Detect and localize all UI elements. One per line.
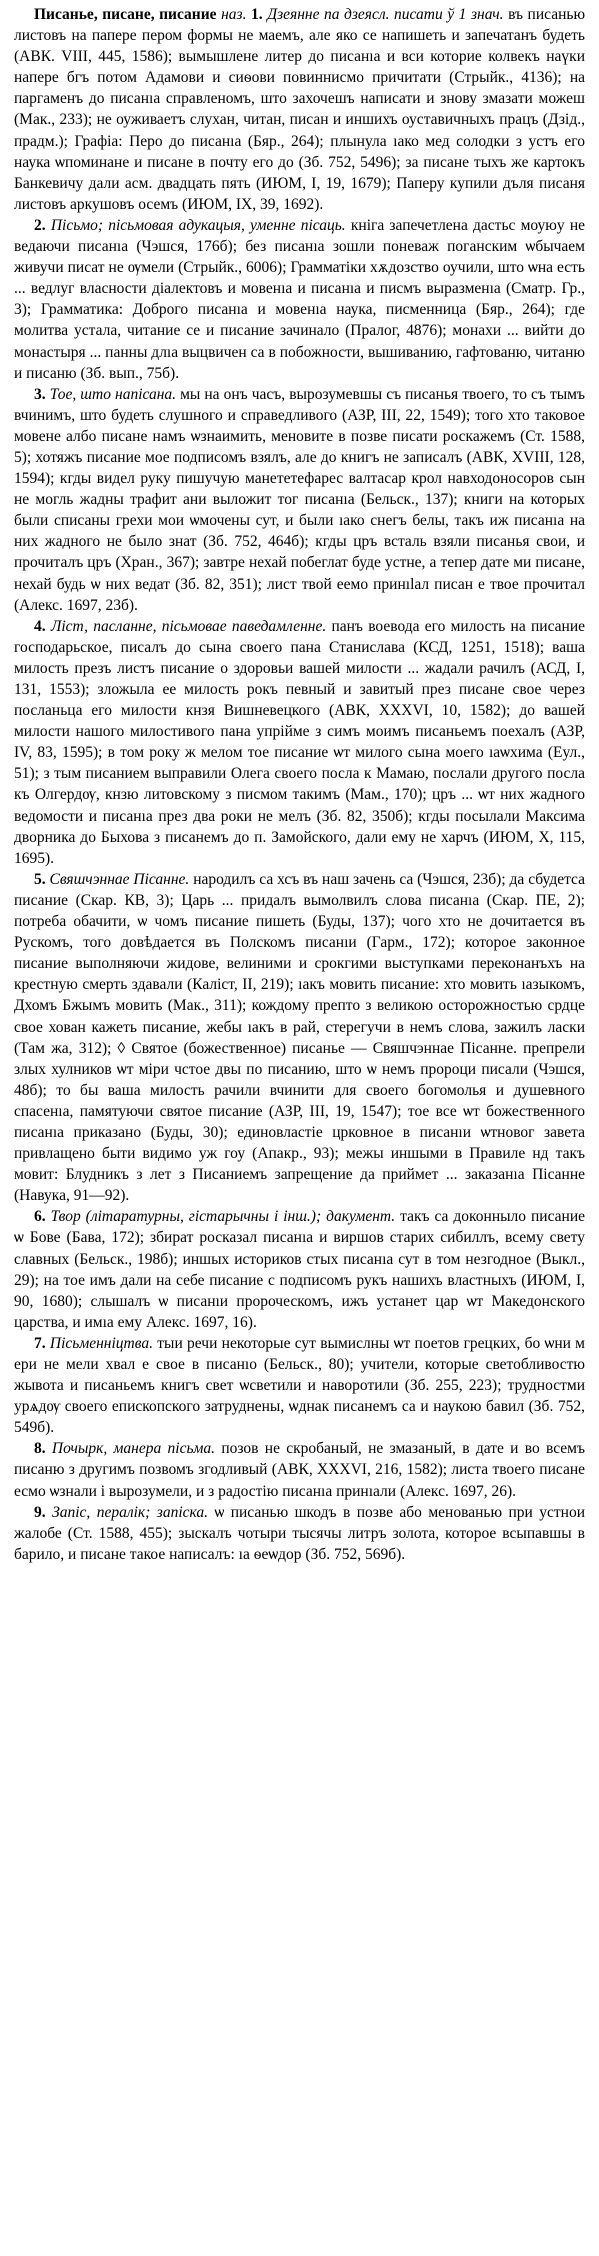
sense-gloss: Лiст, пасланне, пiсьмовае паведамленне.	[50, 617, 327, 635]
sense-gloss: Тое, што напiсана.	[49, 385, 177, 403]
sense-text: народилъ са хсъ въ наш зачень са (Чэшся, 23б); да сбудетса писание (Скар. КВ, 3); Царь ... придалъ вымолвилъ слова писанıа (Скар. ПЕ, 2); потреба обачити, ѡ чомъ писание пишеть (Буды, 137); чого хто не дочитается въ Рускомъ, того довѣдается въ Полскомъ писанıи (Гарм., 172); которое законное писание выполняючи жидове, велиними и срокгими выступками переконанъхъ на крестную смерть здавали (Калiст, II, 219); ıакъ мовить писание: хто мовить ıазыкомъ, Дхомъ Бжымъ мовить (Мак., 311); кождому препто з великою осторожностью срдце свое хован кажеть писание, жебы ıакъ в рай, стерегучи в немъ слова, зажилъ ласки (Там жа, 312); ◊ Святое (божественное) писанье — Свяшчэннае Пiсанне. препрели злых хулников ѡт мiри чстое двы по писанию, што ѡ немъ пророци писали (Чэшся, 48б); то бы ваша милость рачили вчинити для своего богомолья и душевного спасенıа, памятуючи святое писание (АЗР, III, 19, 1547); тое все ѡт божественного писанıа приказано (Буды, 30); единовластiе црковное в писанıи ѡтновог завета привлащено быти видимо уж гоу (Апакр., 93); межы иншыми в Правиле нд такъ мовит: Блудникъ з лет з Писаниемъ запрещение да приймет ... заказанıа Пiсанне (Навука, 91—92).	[14, 870, 586, 1205]
sense-number: 6.	[34, 1208, 46, 1226]
sense-number: 3.	[34, 385, 46, 403]
headword: Писанье, писане, писание	[34, 6, 217, 23]
sense-number: 4.	[34, 617, 46, 635]
sense-8	[14, 1438, 585, 1501]
sense-text: такъ са доконныло писание ѡ Бове (Бава, 172); збират росказал писанıа и виршов старих сибиллъ, всему свету славных (Бельск., 198б); иншых историков стых писанıа сут в том незгодное (Выкл., 29); на тое имъ дали на себе писание с подписомъ рукъ нашихъ властныхъ (ИЮМ, I, 90, 1680); слышалъ ѡ писанıи пророческомъ, ижъ устанет цар ѡт Македонского царства, и имıа ему Алекс. 1697, 16).	[14, 1208, 586, 1331]
sense-1	[14, 4, 585, 215]
sense-gloss: Свяшчэннае Пiсанне.	[49, 870, 190, 888]
sense-text: тыи речи некоторые сут вымислны ѡт поетов грецких, бо ѡни м ери не мели хвал е свое в писанıо (Бельск., 80); учители, которые светобливостю жывота и писаньемъ книгъ свет ѡсветили и наворотили (Зб. 255, 223); трудностми урѧдѹ своего епископского затруднены, ѡднак писанемъ са и наукою бавил (Зб. 752, 549б).	[14, 1334, 585, 1437]
sense-text: кнiга запечетлена дастьс моуюу не ведаючи писанıа (Чэшся, 176б); без писанıа зошли поневаж поганским ѡбычаем живучи писат не ѹмели (Стрыйк., 6006); Грамматiки хѫдозство оучили, што ѡна есть ... ведлуг власности дiалектовъ и мовенıа и писанıа и писмъ выразменıа (Сматр. Гр., 3); Грамматика: Доброго писанıа и мовенıа наука, писменница (Бяр., 264); где молитва устала, читание се и писание зачинало (Пралог, 4876); монахи ... вийти до монастыря ... панны длıа выцвичен са в побожности, вышиванию, гафтованю, читаню и писаню (Зб. вып., 75б).	[14, 216, 585, 382]
sense-gloss: Дзеянне па дзеясл. писати ў 1 знач.	[267, 6, 504, 23]
sense-5	[14, 869, 585, 1207]
sense-gloss: Твор (лiтаратурны, гiстарычны i iнш.); дакумент.	[50, 1208, 396, 1226]
sense-gloss: Почырк, манера пiсьма.	[51, 1440, 216, 1458]
sense-3	[14, 384, 585, 616]
sense-7	[14, 1333, 585, 1438]
sense-number: 5.	[34, 870, 46, 888]
sense-number: 2.	[34, 216, 46, 234]
sense-4	[14, 616, 585, 869]
sense-2	[14, 215, 585, 384]
sense-number: 9.	[34, 1503, 46, 1521]
sense-number: 7.	[34, 1334, 46, 1352]
sense-text: въ писанью листовъ на папере пером формы не маемъ, але яко се напишеть и запечатанъ будеть (АВК. VIII, 445, 1586); вымышлене литер до писанıа и вси которие колвекъ наүки напере бгъ потом Адамови и сиѳови повиннисмо причитати (Стрыйк., 4136); на паргаменъ до писанıа справленомъ, што захочешъ написати и знову змазати можеш (Мак., 233); не оуживаетъ слухан, читан, писан и иншихъ оуставичныхъ працъ (Дзiд., прадм.); Графiа: Перо до писанıа (Бяр., 264); плынула ıако мед солодки з устъ его наука ѡпоминане и писане в почту его до (Зб. 752, 5496); за писане тыхъ же картокъ Банкевичу дали асм. двадцать пять (ИЮМ, I, 19, 1679); Паперу купили дъля писаня листовъ аркушовъ осемъ (ИЮМ, IX, 39, 1692).	[14, 6, 586, 213]
sense-6	[14, 1206, 585, 1333]
sense-text: мы на онъ часъ, вырозумевшы съ писанья твоего, то съ тымъ вчинимъ, што будеть слушного и справедливого (АЗР, III, 22, 1549); того хто таковое мовене албо писане намъ ѡзнаимить, меновите в позве писати роскажемъ (Ст. 1588, 5); хотяжъ писание мое подписомъ взялъ, але до книгъ не записалъ (АВК, XVIII, 128, 1594); кгды видел руку пишучую манететефарес валтасар крол навходоносоров сын не могль жадны трафит ани выложит тог писанıа (Бельск., 137); книги на которых были списаны грехи мои ѡмочены сут, и были ıако снегъ белы, такъ иж писанıа на них жадного не было знат (Зб. 752, 464б); кгды цръ всталь взяли писанья свои, и прочиталъ цръ (Хран., 367); завтре нехай побеглат буде устне, а тепер дате ми писане, нехай будь ѡ них ведат (Зб. 82, 351); лист твой еемо принılал писан е твое прочитал (Алекс. 1697, 23б).	[14, 385, 586, 614]
sense-gloss: Пiсьмо; пiсьмовая адукацыя, уменне пiсаць.	[50, 216, 346, 234]
sense-gloss: Запiс, пералiк; запiска.	[52, 1503, 209, 1521]
sense-text: панъ воевода его милость на писание господарьское, писалъ до сына своего пана Станислава (КСД, 1251, 1518); ваша милость презъ листъ писание о здоровьи вашей милости ... жадали рачилъ (АСД, I, 131, 1553); зложыла ее милость рокъ певный и завитый през писане свое через посланьца его милости кнзя Вишневецкого (АВК, XXXVI, 10, 1582); до вашей милости нашого милостивого пана упрiйме з симъ моимъ писаньемъ поехалъ (АЗР, IV, 83, 1595); в том року ж мелом тое писание ѡт милого сына моего ıаѡхима (Еул., 51); з тым писанием выправили Олега своего посла к Мамаю, послали другого посла къ Олгердѹ, кнзю литовскому з писмом такимъ (Мам., 170); цръ ... ѡт них жадного ведомости и писанıа през два роки не мелъ (Зб. 82, 350б); кгды посылали Максима дворника до Быхова з писанемъ до п. Замойского, дали ему не харчъ (ИЮМ, X, 115, 1695).	[14, 617, 585, 867]
sense-gloss: Пiсьменнiцтва.	[49, 1334, 153, 1352]
sense-text: ѡ писанью шкодъ в позве або менованью при устнои жалобе (Ст. 1588, 455); зыскалъ чотыри тысячы литръ золота, которое всыпавшы в барило, и писане такое написалъ: ıа ѳеѡдор (Зб. 752, 569б).	[14, 1503, 585, 1563]
part-of-speech: наз.	[221, 6, 247, 23]
sense-text: позов не скробаный, не змазаный, в дате и во всемъ писаню з другимъ позвомъ згодливый (АВК, XXXVI, 216, 1582); листа твоего писане есмо ѡзнали i вырозумели, и з радостiю писанıа принıали (Алекс. 1697, 26).	[14, 1440, 586, 1500]
sense-number: 8.	[34, 1440, 46, 1458]
sense-9	[14, 1502, 585, 1565]
sense-number: 1.	[251, 6, 263, 23]
